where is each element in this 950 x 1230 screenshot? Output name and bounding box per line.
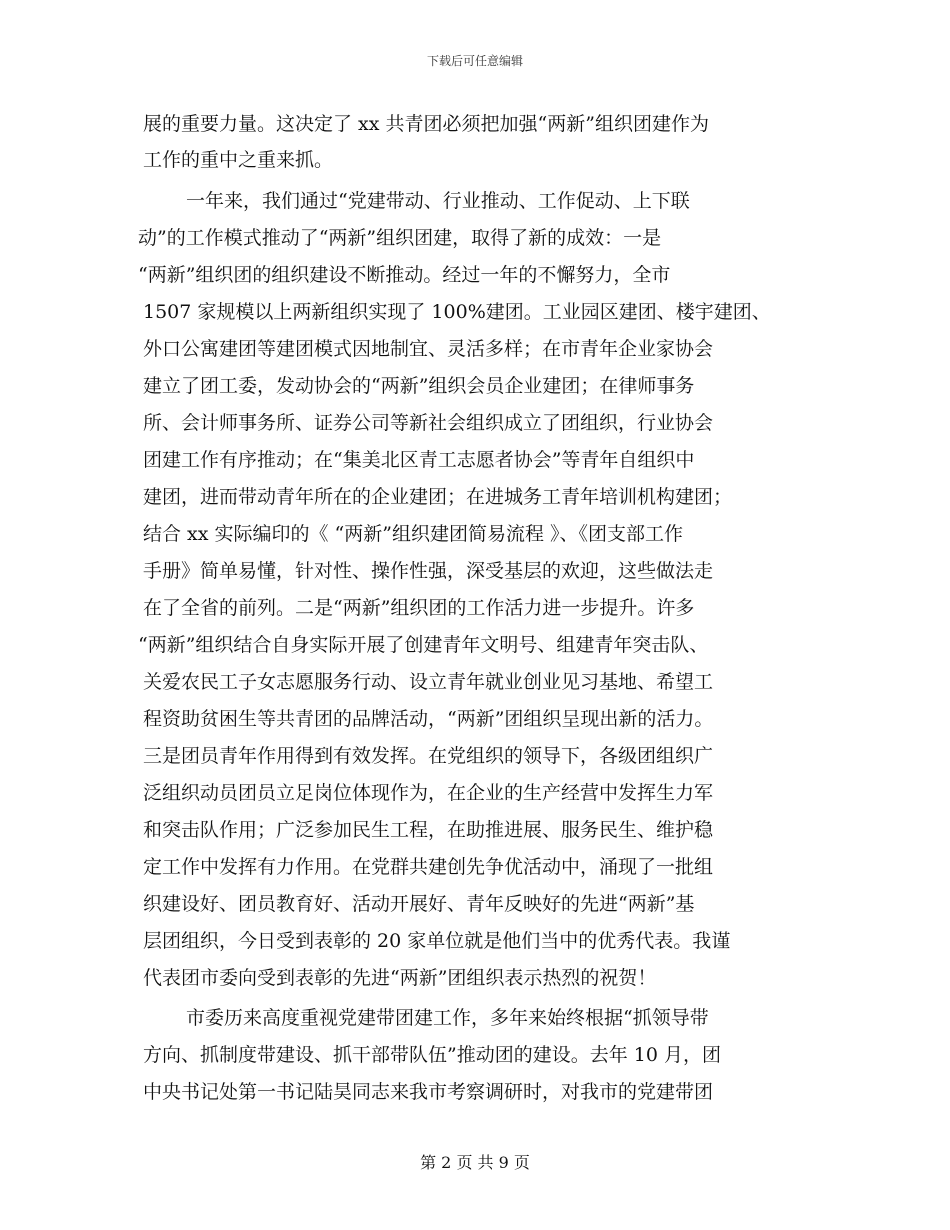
text-line: 定工作中发挥有力作用。在党群共建创先争优活动中，涌现了一批组	[143, 856, 714, 878]
text-line: 建立了团工委，发动协会的“两新”组织会员企业建团；在律师事务	[143, 375, 695, 397]
text-line: 工作的重中之重来抓。	[143, 149, 334, 171]
page-header: 下载后可任意编辑	[426, 54, 523, 68]
text-line: 方向、抓制度带建设、抓干部带队伍”推动团的建设。去年 10 月，团	[143, 1044, 721, 1066]
text-line: 市委历来高度重视党建带团建工作，多年来始终根据“抓领导带	[186, 1007, 709, 1029]
text-line: 和突击队作用；广泛参加民生工程，在助推进展、服务民生、维护稳	[143, 819, 714, 841]
text-line: 展的重要力量。这决定了 xx 共青团必须把加强“两新”组织团建作为	[143, 113, 709, 135]
text-line: 代表团市委向受到表彰的先进“两新”团组织表示热烈的祝贺！	[143, 967, 657, 989]
text-line: 关爱农民工子女志愿服务行动、设立青年就业创业见习基地、希望工	[143, 671, 714, 693]
text-line: 三是团员青年作用得到有效发挥。在党组织的领导下，各级团组织广	[143, 745, 714, 767]
text-line: “两新”组织结合自身实际开展了创建青年文明号、组建青年突击队、	[138, 634, 709, 656]
text-line: 程资助贫困生等共青团的品牌活动，“两新”团组织呈现出新的活力。	[143, 708, 714, 730]
text-line: 在了全省的前列。二是“两新”组织团的工作活力进一步提升。许多	[143, 597, 695, 619]
text-line: 外口公寓建团等建团模式因地制宜、灵活多样；在市青年企业家协会	[143, 338, 714, 360]
text-line: 1507 家规模以上两新组织实现了 100%建团。工业园区建团、楼宇建团、	[143, 301, 771, 323]
text-line: 手册》简单易懂，针对性、操作性强，深受基层的欢迎，这些做法走	[143, 560, 714, 582]
text-line: 中央书记处第一书记陆昊同志来我市考察调研时，对我市的党建带团	[143, 1081, 714, 1103]
text-line: 团建工作有序推动；在“集美北区青工志愿者协会”等青年自组织中	[143, 449, 695, 471]
text-line: 动”的工作模式推动了“两新”组织团建，取得了新的成效：一是	[138, 227, 662, 249]
text-line: 织建设好、团员教育好、活动开展好、青年反映好的先进“两新”基	[143, 893, 695, 915]
text-line: “两新”组织团的组织建设不断推动。经过一年的不懈努力，全市	[138, 264, 671, 286]
text-line: 层团组织，今日受到表彰的 20 家单位就是他们当中的优秀代表。我谨	[143, 930, 731, 952]
text-line: 所、会计师事务所、证券公司等新社会组织成立了团组织，行业协会	[143, 412, 714, 434]
page-number: 第 2 页 共 9 页	[420, 1153, 530, 1172]
text-line: 泛组织动员团员立足岗位体现作为，在企业的生产经营中发挥生力军	[143, 782, 714, 804]
text-line: 一年来，我们通过“党建带动、行业推动、工作促动、上下联	[186, 190, 690, 212]
text-line: 结合 xx 实际编印的《 “两新”组织建团简易流程 》、《团支部工作	[143, 523, 684, 545]
text-line: 建团，进而带动青年所在的企业建团；在进城务工青年培训机构建团；	[143, 486, 733, 508]
